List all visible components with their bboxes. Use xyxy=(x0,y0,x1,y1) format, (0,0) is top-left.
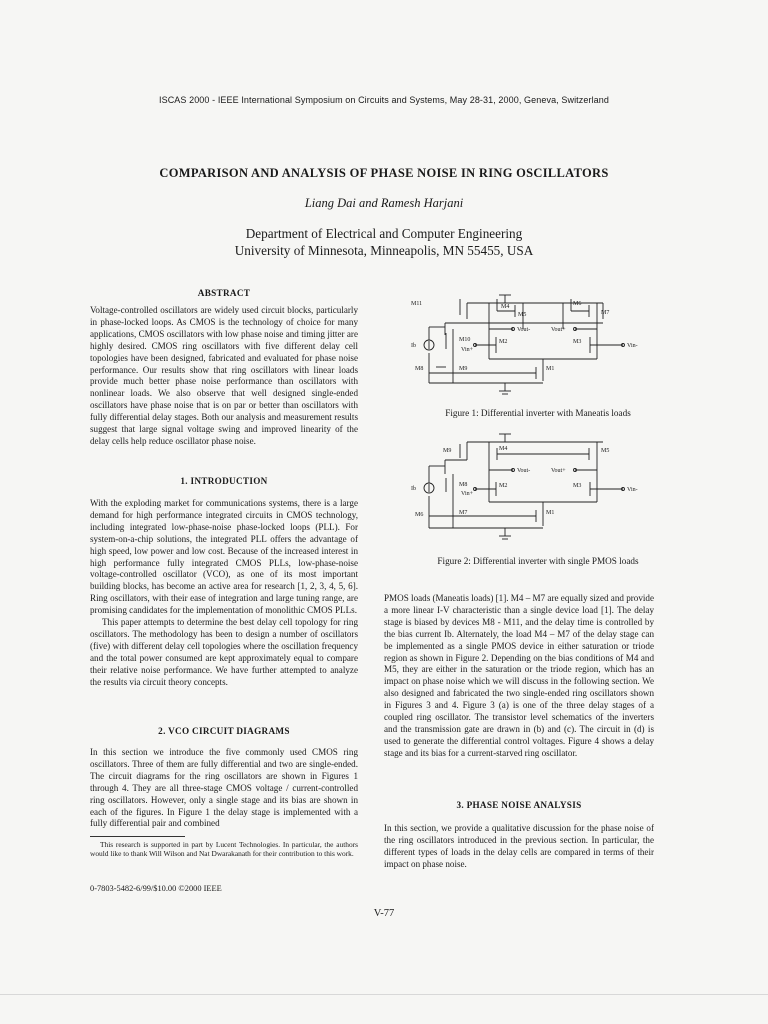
figure-1-caption: Figure 1: Differential inverter with Maneatis loads xyxy=(445,408,631,418)
fig1-label-m9: M9 xyxy=(459,366,468,372)
paper-title: COMPARISON AND ANALYSIS OF PHASE NOISE IN RING OSCILLATORS xyxy=(159,166,609,180)
introduction-paragraph-2: This paper attempts to determine the best delay cell topology for ring oscillators. The methodology has been to design a number of oscillators (five) with different delay cell topologies where the oscillation frequency and the total power consumed are kept approximately equal to compare their relative noise performance. We have further attempted to analyze the results via circuit theory concepts. xyxy=(90,617,358,687)
footnote-rule xyxy=(90,836,185,837)
fig2-label-m9: M9 xyxy=(443,448,452,454)
abstract-paragraph: Voltage-controlled oscillators are widely used circuit blocks, particularly in phase-locked loops. As CMOS is the technology of choice for many applications, CMOS oscillators with low phase noise and timing jitter are highly desired. CMOS ring oscillators with five different delay cell topologies have been designed, fabricated and evaluated for phase noise performance. Our results show that ring oscillators with linear loads provide much better phase noise performance than oscillators with nonlinear loads. We also observe that well designed single-ended oscillators have phase noise that is on par or better than oscillators with fully differential delay stages. Both our analysis and measurement results suggest that large signal voltage swing and improved linearity of the delay cells help reduce oscillator phase noise. xyxy=(90,305,358,446)
fig1-label-m3: M3 xyxy=(573,339,582,345)
fig2-label-m7: M7 xyxy=(459,510,468,516)
fig1-label-vout-plus: Vout+ xyxy=(551,327,566,333)
fig1-label-m7: M7 xyxy=(601,310,610,316)
paper-authors: Liang Dai and Ramesh Harjani xyxy=(304,196,464,210)
figure-2-circuit xyxy=(405,430,665,545)
fig1-label-vout-minus: Vout- xyxy=(517,327,531,333)
maneatis-paragraph: PMOS loads (Maneatis loads) [1]. M4 – M7 are equally sized and provide a more linear I-V characteristic than a single device load [1]. The delay stage is biased by devices M8 - M11, and the delay time is controlled by the bias current Ib. Alternately, the load M4 – M7 of the delay stage can be implemented as a single PMOS device in either saturation or triode region as shown in Figure 2. Depending on the bias conditions of M4 and M5, they are either in the saturation or the triode region, which has an impact on phase noise which we will discuss in the following section. We also designed and fabricated the two single-ended ring oscillators shown in Figures 3 and 4. Figure 3 (a) is one of the three delay stages of a coupled ring oscillator. The transistor level schematics of the inverters and the transmission gate are drawn in (b) and (c). The circuit in (d) is used to generate the differential control voltages. Figure 4 shows a delay stage and its bias for a current-starved ring oscillator. xyxy=(384,593,654,758)
figure-1-circuit xyxy=(405,283,665,398)
page-bottom-edge xyxy=(0,994,768,995)
phase-noise-heading: 3. PHASE NOISE ANALYSIS xyxy=(456,800,582,810)
fig2-label-ib: Ib xyxy=(411,486,416,492)
fig2-label-m3: M3 xyxy=(573,483,582,489)
phase-noise-paragraph: In this section, we provide a qualitative discussion for the phase noise of the ring oscillators introduced in the previous section. In particular, the different types of loads in the delay cells are compared in terms of their impact on phase noise. xyxy=(384,823,654,869)
fig2-label-m2: M2 xyxy=(499,483,508,489)
fig1-label-m4: M4 xyxy=(501,304,510,310)
fig1-label-m10: M10 xyxy=(459,337,471,343)
fig1-label-m5: M5 xyxy=(518,312,527,318)
figure-2-caption: Figure 2: Differential inverter with single PMOS loads xyxy=(437,556,639,566)
fig1-label-ib: Ib xyxy=(411,343,416,349)
isbn-line: 0-7803-5482-6/99/$10.00 ©2000 IEEE xyxy=(90,884,222,893)
fig2-label-m5: M5 xyxy=(601,448,610,454)
fig2-label-vin-plus: Vin+ xyxy=(461,491,474,497)
vco-section-text xyxy=(90,747,358,830)
page-number: V-77 xyxy=(373,908,395,919)
phase-noise-text xyxy=(384,823,654,871)
fig2-label-m6: M6 xyxy=(415,512,424,518)
fig2-label-vout-plus: Vout+ xyxy=(551,468,566,474)
right-column-text xyxy=(384,593,654,760)
fig1-label-m11: M11 xyxy=(411,301,423,307)
conference-header: ISCAS 2000 - IEEE International Symposium on Circuits and Systems, May 28-31, 2000, Geneva, Switzerland xyxy=(158,95,609,105)
abstract-heading: ABSTRACT xyxy=(197,288,251,298)
fig2-label-m8: M8 xyxy=(459,482,468,488)
introduction-heading: 1. INTRODUCTION xyxy=(180,476,268,486)
vco-paragraph: In this section we introduce the five commonly used CMOS ring oscillators. Three of them are fully differential and two are single-ended. The circuit diagrams for the ring oscillators are shown in Figures 1 through 4. They are all three-stage CMOS voltage / current-controlled ring oscillators. However, only a single stage and its bias are shown in each of the figures. In Figure 1 the delay stage is implemented with a fully differential pair and combined xyxy=(90,747,358,829)
introduction-text xyxy=(90,498,358,689)
fig1-label-m1: M1 xyxy=(546,366,555,372)
footnote: This research is supported in part by Lucent Technologies. In particular, the authors would like to thank Will Wilson and Nat Dwarakanath for their contribution to this work. xyxy=(90,840,358,858)
fig1-label-m6: M6 xyxy=(573,301,582,307)
introduction-paragraph-1: With the exploding market for communications systems, there is a large demand for high performance integrated circuits in CMOS technology, including integrated low-phase-noise phase-locked loops (PLL). For system-on-a-chip solutions, the integrated PLL offers the advantage of high speed, low power and low cost. Because of the increased interest in high performance fully integrated CMOS PLLs, low-phase-noise voltage-controlled oscillator (VCO), as one of its most important building blocks, has become an active area for research [1, 2, 3, 4, 5, 6]. Ring oscillators, with their ease of integration and large tuning range, are promising candidates for the implementation of monolithic CMOS PLLs. xyxy=(90,498,358,616)
fig1-label-m8: M8 xyxy=(415,366,424,372)
fig2-label-m1: M1 xyxy=(546,510,555,516)
fig1-label-vin-plus: Vin+ xyxy=(461,347,474,353)
fig2-label-vout-minus: Vout- xyxy=(517,468,531,474)
abstract-text xyxy=(90,305,358,448)
fig1-label-m2: M2 xyxy=(499,339,508,345)
affiliation-university: University of Minnesota, Minneapolis, MN 55455, USA xyxy=(234,243,534,258)
affiliation-department: Department of Electrical and Computer Engineering xyxy=(245,226,523,241)
fig1-label-vin-minus: Vin- xyxy=(627,343,638,349)
fig2-label-m4: M4 xyxy=(499,446,508,452)
vco-section-heading: 2. VCO CIRCUIT DIAGRAMS xyxy=(158,726,290,736)
fig2-label-vin-minus: Vin- xyxy=(627,487,638,493)
